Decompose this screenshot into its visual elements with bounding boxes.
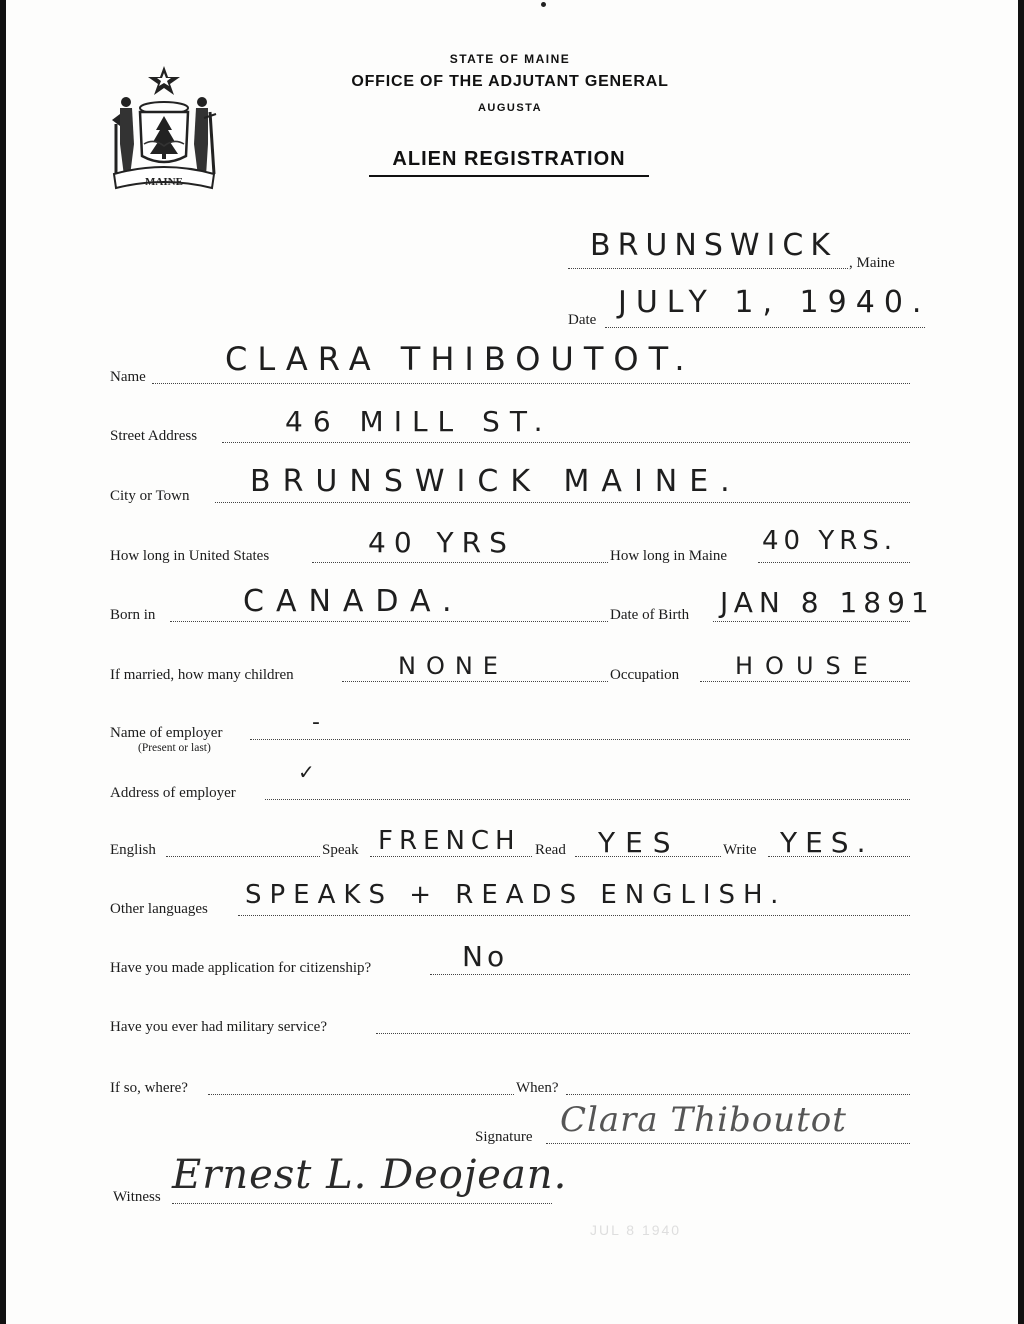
citizenship-line (430, 974, 910, 975)
town-line (568, 268, 848, 269)
date-of-birth-line (713, 621, 910, 622)
when-line (566, 1094, 910, 1095)
how-long-us-line (312, 562, 608, 563)
citizenship-label: Have you made application for citizenship? (110, 960, 372, 976)
born-in-field[interactable]: CANADA. (243, 584, 464, 619)
english-label: English (110, 842, 156, 858)
when-label: When? (516, 1080, 559, 1096)
english-line (166, 856, 320, 857)
employer-note: (Present or last) (138, 742, 211, 754)
street-address-label: Street Address (110, 428, 198, 444)
scan-edge-right (1018, 0, 1024, 1324)
occupation-field[interactable]: HOUSE (735, 652, 880, 680)
employer-address-label: Address of employer (110, 785, 236, 801)
witness-label: Witness (113, 1189, 161, 1205)
witness-line (172, 1203, 552, 1204)
name-field[interactable]: CLARA THIBOUTOT. (225, 340, 695, 378)
town-field[interactable]: BRUNSWICK (590, 228, 837, 263)
maine-seal-icon (108, 64, 220, 194)
how-long-us-field[interactable]: 40 YRS (368, 526, 515, 559)
street-address-line (222, 442, 910, 443)
name-line (152, 383, 910, 384)
state-heading: STATE OF MAINE (449, 52, 571, 66)
citizenship-field[interactable]: No (462, 940, 509, 973)
occupation-label: Occupation (610, 667, 680, 683)
form-title: ALIEN REGISTRATION (369, 148, 649, 177)
military-line (376, 1033, 910, 1034)
how-long-us-label: How long in United States (110, 548, 270, 564)
employer-name-line (250, 739, 910, 740)
date-line (605, 327, 925, 328)
children-line (342, 681, 608, 682)
other-languages-label: Other languages (110, 901, 208, 917)
seal-motto: MAINE (145, 176, 183, 188)
date-label: Date (568, 312, 597, 328)
date-field[interactable]: JULY 1, 1940. (618, 285, 931, 320)
born-in-line (170, 621, 608, 622)
punch-mark (541, 2, 546, 7)
office-heading: OFFICE OF THE ADJUTANT GENERAL (351, 73, 669, 90)
signature-line (546, 1143, 910, 1144)
read-label: Read (535, 842, 566, 858)
where-label: If so, where? (110, 1080, 188, 1096)
children-label: If married, how many children (110, 667, 294, 683)
children-field[interactable]: NONE (398, 652, 508, 680)
how-long-maine-line (758, 562, 910, 563)
speak-line (370, 856, 532, 857)
name-label: Name (110, 369, 146, 385)
city-town-line (215, 502, 910, 503)
date-of-birth-field[interactable]: JAN 8 1891 (720, 586, 935, 619)
date-of-birth-label: Date of Birth (610, 607, 690, 623)
signature-field[interactable]: Clara Thiboutot (560, 1100, 847, 1140)
city-town-label: City or Town (110, 488, 190, 504)
other-languages-line (238, 915, 910, 916)
employer-address-line (265, 799, 910, 800)
maine-label: , Maine (849, 255, 895, 271)
street-address-field[interactable]: 46 MILL ST. (285, 405, 553, 438)
write-label: Write (723, 842, 757, 858)
how-long-maine-label: How long in Maine (610, 548, 728, 564)
city-heading: AUGUSTA (477, 102, 543, 114)
scan-edge-left (0, 0, 6, 1324)
military-label: Have you ever had military service? (110, 1019, 327, 1035)
city-town-field[interactable]: BRUNSWICK MAINE. (250, 464, 742, 499)
employer-address-field[interactable]: ✓ (298, 760, 322, 784)
employer-name-label: Name of employer (110, 725, 223, 741)
write-field[interactable]: YES. (780, 826, 874, 859)
how-long-maine-field[interactable]: 40 YRS. (762, 526, 898, 556)
speak-label: Speak (322, 842, 359, 858)
occupation-line (700, 681, 910, 682)
read-field[interactable]: YES (598, 826, 681, 859)
employer-name-field[interactable]: - (312, 710, 327, 735)
other-languages-field[interactable]: SPEAKS + READS ENGLISH. (245, 880, 787, 910)
where-line (208, 1094, 514, 1095)
speak-field[interactable]: FRENCH (378, 826, 521, 856)
witness-field[interactable]: Ernest L. Deojean. (172, 1152, 568, 1198)
received-stamp: JUL 8 1940 (590, 1222, 682, 1238)
born-in-label: Born in (110, 607, 156, 623)
signature-label: Signature (475, 1129, 533, 1145)
